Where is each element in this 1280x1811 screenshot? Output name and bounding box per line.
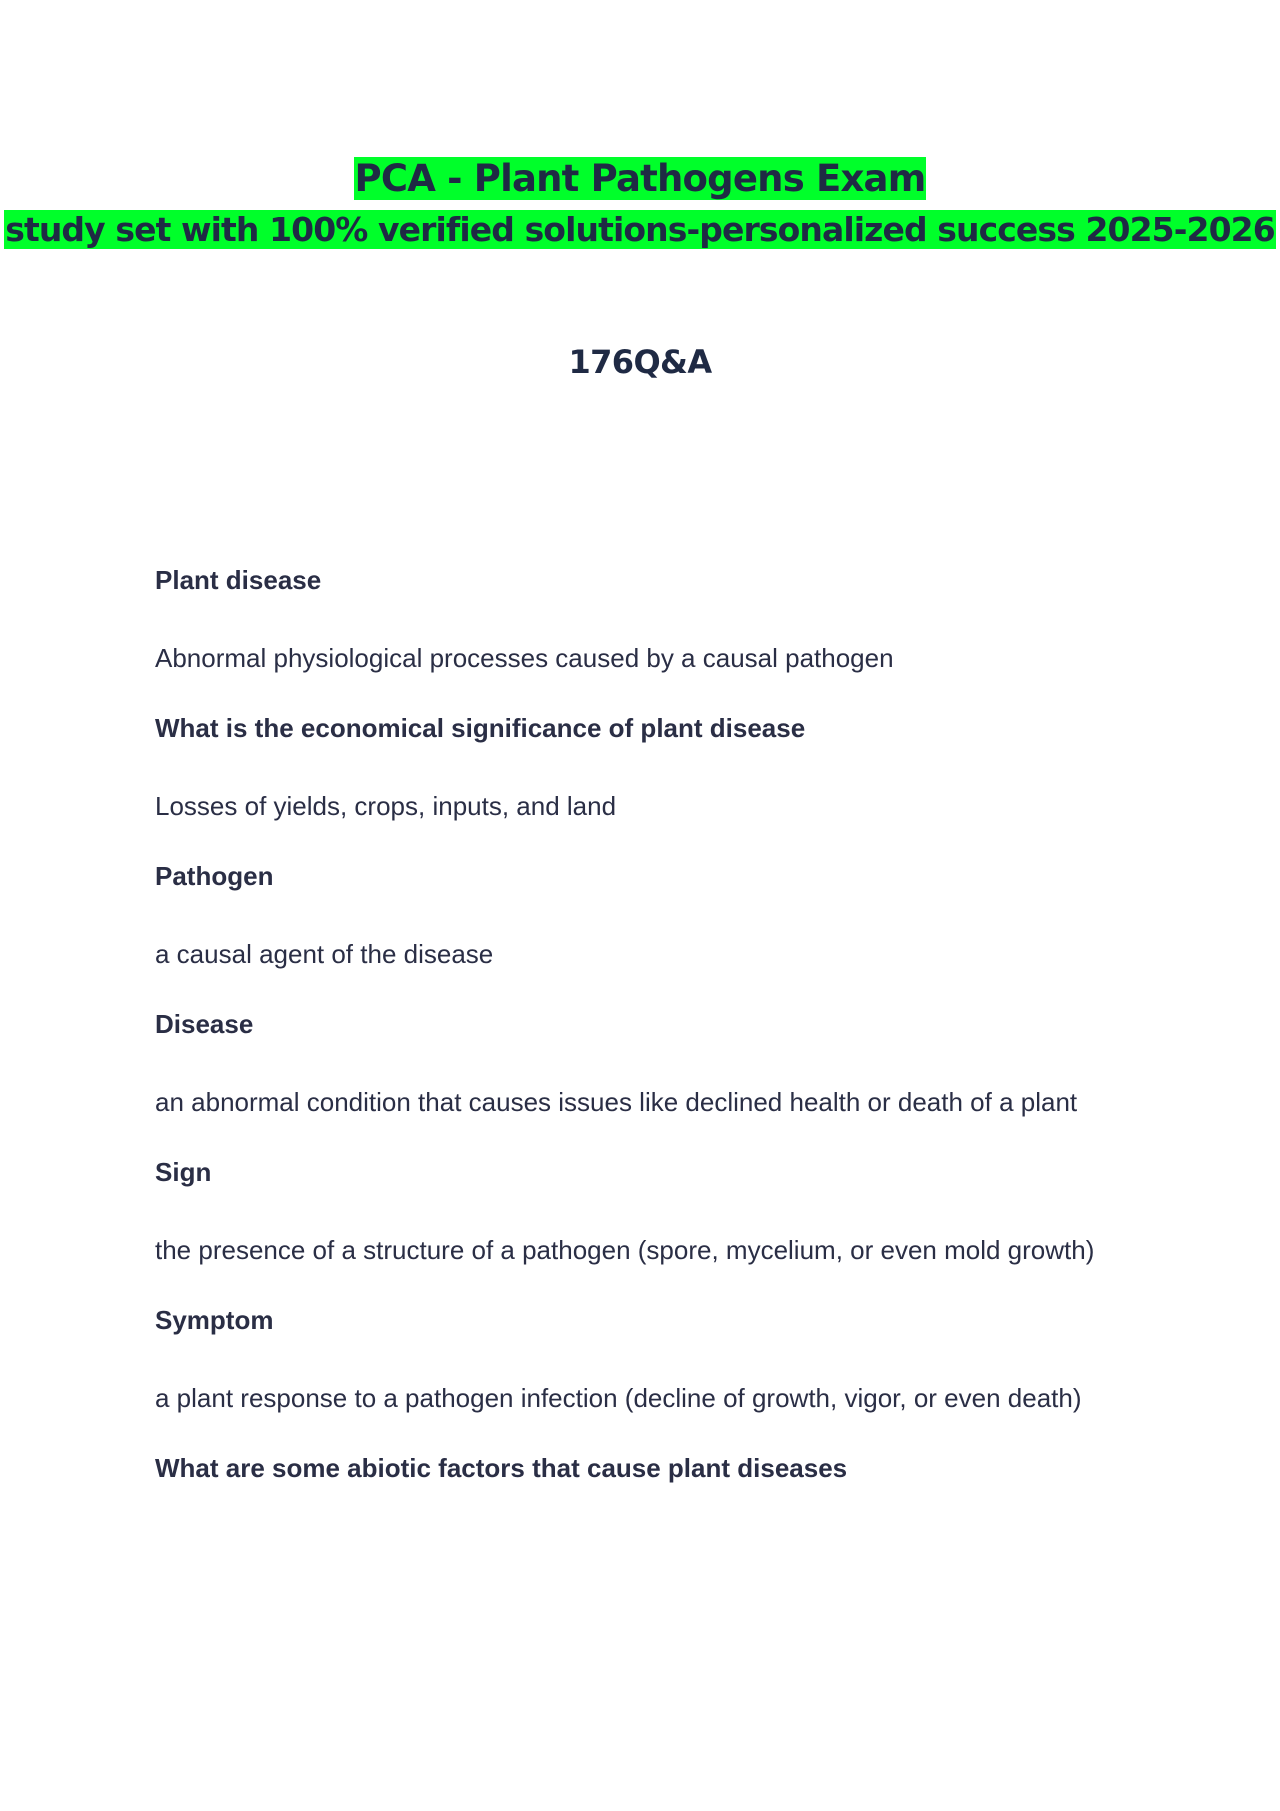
title-line-2: study set with 100% verified solutions-personalized success 2025-2026 <box>5 210 1275 249</box>
title-line-1: PCA - Plant Pathogens Exam <box>354 157 926 200</box>
question-count: 176Q&A <box>568 343 712 381</box>
document-title <box>0 153 1280 254</box>
question-text: Pathogen <box>155 861 274 891</box>
answer-text: Abnormal physiological processes caused by a causal pathogen <box>155 643 894 673</box>
qa-item <box>155 1300 1105 1422</box>
question-text: Symptom <box>155 1305 274 1335</box>
question-text: Disease <box>155 1009 254 1039</box>
answer-text: the presence of a structure of a pathogen (spore, mycelium, or even mold growth) <box>155 1235 1095 1265</box>
qa-item <box>155 1448 1105 1488</box>
qa-item <box>155 708 1105 830</box>
answer-text: a causal agent of the disease <box>155 939 494 969</box>
qa-item <box>155 856 1105 978</box>
question-text: Sign <box>155 1157 212 1187</box>
qa-item <box>155 1152 1105 1274</box>
answer-text: Losses of yields, crops, inputs, and land <box>155 791 617 821</box>
question-text: Plant disease <box>155 565 322 595</box>
answer-text: an abnormal condition that causes issues like declined health or death of a plant <box>155 1087 1078 1117</box>
question-text: What is the economical significance of plant disease <box>155 713 806 743</box>
qa-item <box>155 1004 1105 1126</box>
qa-list <box>155 560 1105 1522</box>
qa-item <box>155 560 1105 682</box>
answer-text: a plant response to a pathogen infection (decline of growth, vigor, or even death) <box>155 1383 1082 1413</box>
question-text: What are some abiotic factors that cause plant diseases <box>155 1453 848 1483</box>
